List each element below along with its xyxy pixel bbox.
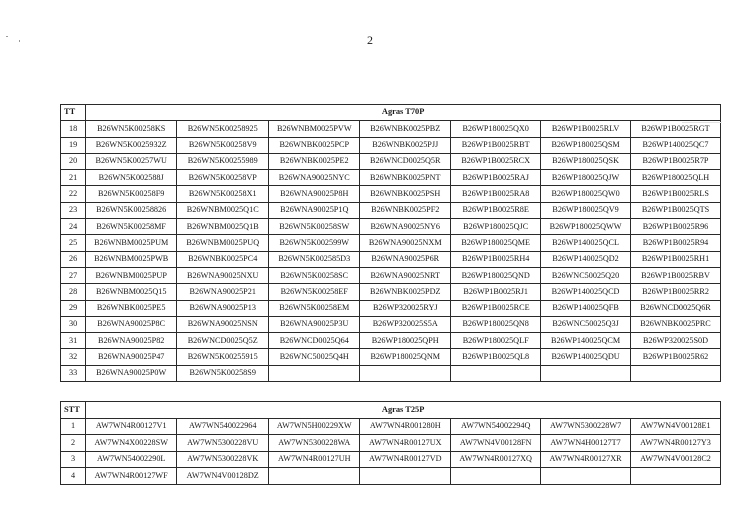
serial-cell: AW7WN4R001280H <box>360 418 451 435</box>
serial-cell <box>360 468 451 485</box>
serial-cell: B26WNBK0025PBZ <box>360 121 451 137</box>
serial-cell: B26WNBM0025Q1B <box>177 219 269 235</box>
serial-cell: B26WP180025QN8 <box>451 316 541 332</box>
serial-cell: B26WP320025RYJ <box>360 300 451 316</box>
row-number: 25 <box>61 235 86 251</box>
serial-cell: B26WN5K00258VP <box>177 170 269 186</box>
serial-cell: B26WN5K00258MF <box>86 219 177 235</box>
table-row <box>61 316 721 332</box>
serial-cell <box>360 365 451 381</box>
serial-cell: AW7WN5300228WA <box>269 435 360 452</box>
serial-cell <box>541 468 631 485</box>
serial-cell: AW7WN4V00128DZ <box>177 468 269 485</box>
table-header-row <box>61 105 721 121</box>
serial-cell: B26WN5K0025932Z <box>86 137 177 153</box>
serial-cell: B26WN5K002588J <box>86 170 177 186</box>
row-number: 30 <box>61 316 86 332</box>
serial-cell: B26WN5K00257WU <box>86 153 177 169</box>
table-row <box>61 300 721 316</box>
table-row <box>61 202 721 218</box>
serial-cell: B26WNBK0025PCP <box>269 137 360 153</box>
serial-cell: AW7WN5H00229XW <box>269 418 360 435</box>
serial-cell: B26WN5K00258V9 <box>177 137 269 153</box>
serial-cell: B26WNBK0025PF2 <box>360 202 451 218</box>
serial-cell: B26WP1B0025R8E <box>451 202 541 218</box>
serial-cell: AW7WN4R00127WF <box>86 468 177 485</box>
row-number: 4 <box>61 468 86 485</box>
serial-cell <box>451 365 541 381</box>
serial-cell: B26WN5K00258925 <box>177 121 269 137</box>
row-number: 20 <box>61 153 86 169</box>
serial-cell: B26WP180025QV9 <box>541 202 631 218</box>
serial-cell: B26WP1B0025R96 <box>631 219 721 235</box>
serial-cell: B26WP140025QCD <box>541 284 631 300</box>
serial-cell: B26WNBK0025PE5 <box>86 300 177 316</box>
serial-cell: B26WNBK0025PE2 <box>269 153 360 169</box>
serial-cell: B26WP180025QX0 <box>451 121 541 137</box>
serial-cell: B26WNBM0025PVW <box>269 121 360 137</box>
serial-cell: B26WP320025S5A <box>360 316 451 332</box>
serial-cell: B26WNA90025NYC <box>269 170 360 186</box>
table-row <box>61 170 721 186</box>
serial-cell: AW7WN540022964 <box>177 418 269 435</box>
table-row <box>61 468 721 485</box>
serial-cell: B26WNA90025P0W <box>86 365 177 381</box>
serial-cell: B26WP1B0025RH4 <box>451 251 541 267</box>
serial-cell: B26WNA90025NY6 <box>360 219 451 235</box>
serial-cell: B26WN5K00258S9 <box>177 365 269 381</box>
serial-cell: B26WP1B0025R94 <box>631 235 721 251</box>
table-header-row <box>61 402 721 419</box>
serial-cell: B26WNC50025Q20 <box>541 267 631 283</box>
serial-cell: B26WNA90025NXU <box>177 267 269 283</box>
table-row <box>61 365 721 381</box>
serial-cell: B26WP1B0025RCE <box>451 300 541 316</box>
serial-cell: AW7WN4V00128C2 <box>631 451 721 468</box>
row-number: 31 <box>61 333 86 349</box>
row-number: 3 <box>61 451 86 468</box>
table-row <box>61 333 721 349</box>
serial-cell: B26WNBK0025PC4 <box>177 251 269 267</box>
serial-cell: AW7WN4R00127Y3 <box>631 435 721 452</box>
serial-cell: B26WP180025QND <box>451 267 541 283</box>
serial-cell: B26WP180025QJC <box>451 219 541 235</box>
serial-cell: AW7WN5300228VK <box>177 451 269 468</box>
serial-cell: AW7WN4V00128FN <box>451 435 541 452</box>
serial-cell <box>631 365 721 381</box>
serial-cell: B26WNBM0025PUP <box>86 267 177 283</box>
table-title: Agras T25P <box>86 402 721 419</box>
serial-cell <box>451 468 541 485</box>
serial-cell: B26WNBM0025Q15 <box>86 284 177 300</box>
row-number: 27 <box>61 267 86 283</box>
serial-cell: B26WP1B0025QL8 <box>451 349 541 365</box>
serial-cell: B26WP1B0025RLS <box>631 186 721 202</box>
serial-cell: B26WN5K00258F9 <box>86 186 177 202</box>
serial-cell: AW7WN4X00228SW <box>86 435 177 452</box>
stt-header: STT <box>61 402 86 419</box>
serial-cell: B26WP140025QD2 <box>541 251 631 267</box>
serial-cell: B26WNBM0025PUM <box>86 235 177 251</box>
serial-cell <box>269 365 360 381</box>
serial-cell: B26WNBK0025PDZ <box>360 284 451 300</box>
serial-cell: B26WNA90025NXM <box>360 235 451 251</box>
serial-cell: B26WP1B0025RA8 <box>451 186 541 202</box>
scan-speck <box>682 122 722 123</box>
tt-header: TT <box>61 105 86 121</box>
serial-cell: B26WP1B0025RGT <box>631 121 721 137</box>
serial-cell: B26WP1B0025RLV <box>541 121 631 137</box>
serial-cell: B26WP1B0025RH1 <box>631 251 721 267</box>
serial-cell: B26WNA90025P3U <box>269 316 360 332</box>
serial-cell: B26WN5K00255915 <box>177 349 269 365</box>
serial-cell: B26WN5K00258SC <box>269 267 360 283</box>
serial-cell: AW7WN4H00127T7 <box>541 435 631 452</box>
serial-cell: B26WP1B0025RR2 <box>631 284 721 300</box>
table-row <box>61 251 721 267</box>
serial-cell: B26WNA90025P13 <box>177 300 269 316</box>
serial-cell: B26WNA90025P47 <box>86 349 177 365</box>
table-row <box>61 153 721 169</box>
serial-cell: B26WN5K00255989 <box>177 153 269 169</box>
serial-cell: AW7WN4R00127V1 <box>86 418 177 435</box>
serial-cell: B26WN5K002585D3 <box>269 251 360 267</box>
serial-cell: B26WNCD0025Q5R <box>360 153 451 169</box>
row-number: 2 <box>61 435 86 452</box>
serial-cell: B26WNA90025P8C <box>86 316 177 332</box>
serial-cell: B26WNA90025P21 <box>177 284 269 300</box>
scan-speck <box>19 40 20 42</box>
serial-cell: B26WNA90025NSN <box>177 316 269 332</box>
serial-cell: B26WNBK0025PJJ <box>360 137 451 153</box>
serial-cell: B26WN5K00258SW <box>269 219 360 235</box>
serial-cell: AW7WN54002290L <box>86 451 177 468</box>
serial-cell: B26WNA90025P6R <box>360 251 451 267</box>
serial-cell <box>541 365 631 381</box>
serial-cell: B26WNBK0025PSH <box>360 186 451 202</box>
serial-cell: B26WP1B0025QTS <box>631 202 721 218</box>
serial-cell: B26WP140025QCM <box>541 333 631 349</box>
serial-cell: B26WP180025QJW <box>541 170 631 186</box>
table-title: Agras T70P <box>86 105 721 121</box>
serial-cell: AW7WN4V00128E1 <box>631 418 721 435</box>
serial-cell: B26WNBM0025Q1C <box>177 202 269 218</box>
serial-cell: AW7WN4R00127UH <box>269 451 360 468</box>
table-row <box>61 435 721 452</box>
table-row <box>61 349 721 365</box>
agras-t25p-table <box>60 401 721 485</box>
table-row <box>61 451 721 468</box>
row-number: 28 <box>61 284 86 300</box>
row-number: 29 <box>61 300 86 316</box>
table-row <box>61 219 721 235</box>
serial-cell: B26WP140025QFB <box>541 300 631 316</box>
row-number: 22 <box>61 186 86 202</box>
serial-cell: AW7WN4R00127XQ <box>451 451 541 468</box>
serial-cell: B26WN5K00258KS <box>86 121 177 137</box>
serial-cell: AW7WN54002294Q <box>451 418 541 435</box>
serial-cell: B26WN5K00258EF <box>269 284 360 300</box>
serial-cell: B26WP1B0025RAJ <box>451 170 541 186</box>
serial-cell: B26WNA90025NRT <box>360 267 451 283</box>
scan-speck <box>6 36 8 37</box>
serial-cell: B26WNBK0025PNT <box>360 170 451 186</box>
serial-cell: AW7WN5300228VU <box>177 435 269 452</box>
serial-cell: B26WP140025QDU <box>541 349 631 365</box>
serial-cell: B26WP1B0025RJ1 <box>451 284 541 300</box>
serial-cell: B26WN5K00258EM <box>269 300 360 316</box>
serial-cell: B26WP180025QSK <box>541 153 631 169</box>
table-row <box>61 418 721 435</box>
row-number: 26 <box>61 251 86 267</box>
serial-cell: B26WP1B0025RCX <box>451 153 541 169</box>
serial-cell: AW7WN5300228W7 <box>541 418 631 435</box>
serial-cell: B26WP1B0025RBV <box>631 267 721 283</box>
table-row <box>61 235 721 251</box>
serial-cell: B26WN5K002599W <box>269 235 360 251</box>
serial-cell: B26WP140025QC7 <box>631 137 721 153</box>
serial-cell: B26WP1B0025RBT <box>451 137 541 153</box>
serial-cell: AW7WN4R00127UX <box>360 435 451 452</box>
serial-cell: B26WP180025QLF <box>451 333 541 349</box>
serial-cell: B26WP180025QPH <box>360 333 451 349</box>
serial-cell <box>269 468 360 485</box>
serial-cell: B26WNCD0025Q6R <box>631 300 721 316</box>
serial-cell: B26WNA90025P8H <box>269 186 360 202</box>
serial-cell: B26WN5K00258826 <box>86 202 177 218</box>
agras-t70p-table <box>60 104 721 382</box>
serial-cell: B26WNBM0025PWB <box>86 251 177 267</box>
row-number: 1 <box>61 418 86 435</box>
serial-cell: B26WP180025QNM <box>360 349 451 365</box>
serial-cell: AW7WN4R00127XR <box>541 451 631 468</box>
table-row <box>61 137 721 153</box>
serial-cell: AW7WN4R00127VD <box>360 451 451 468</box>
row-number: 32 <box>61 349 86 365</box>
serial-cell: B26WNC50025Q4H <box>269 349 360 365</box>
serial-cell: B26WP180025QSM <box>541 137 631 153</box>
serial-cell: B26WN5K00258X1 <box>177 186 269 202</box>
serial-cell: B26WP180025QLH <box>631 170 721 186</box>
table-row <box>61 186 721 202</box>
serial-cell: B26WNBM0025PUQ <box>177 235 269 251</box>
page-number: 2 <box>367 33 373 47</box>
serial-cell: B26WP180025QME <box>451 235 541 251</box>
row-number: 21 <box>61 170 86 186</box>
serial-cell: B26WNA90025P82 <box>86 333 177 349</box>
row-number: 19 <box>61 137 86 153</box>
serial-cell: B26WP320025S0D <box>631 333 721 349</box>
row-number: 24 <box>61 219 86 235</box>
table-row <box>61 267 721 283</box>
serial-cell <box>631 468 721 485</box>
serial-cell: B26WNBK0025PRC <box>631 316 721 332</box>
serial-cell: B26WP1B0025R62 <box>631 349 721 365</box>
serial-cell: B26WNCD0025Q5Z <box>177 333 269 349</box>
serial-cell: B26WP140025QCL <box>541 235 631 251</box>
row-number: 23 <box>61 202 86 218</box>
serial-cell: B26WNA90025P1Q <box>269 202 360 218</box>
table-row <box>61 284 721 300</box>
row-number: 18 <box>61 121 86 137</box>
table-row <box>61 121 721 137</box>
row-number: 33 <box>61 365 86 381</box>
serial-cell: B26WNC50025Q3J <box>541 316 631 332</box>
serial-cell: B26WNCD0025Q64 <box>269 333 360 349</box>
serial-cell: B26WP1B0025R7P <box>631 153 721 169</box>
serial-cell: B26WP180025QWW <box>541 219 631 235</box>
serial-cell: B26WP180025QW0 <box>541 186 631 202</box>
